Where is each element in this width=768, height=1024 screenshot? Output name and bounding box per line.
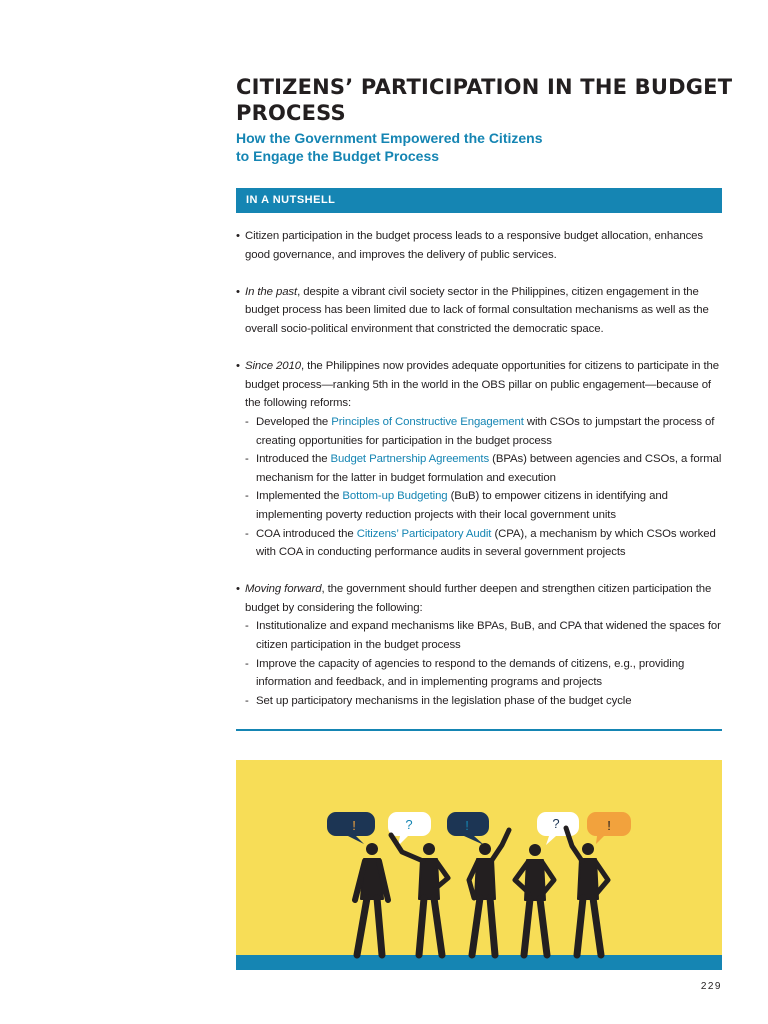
- dash: -: [245, 657, 249, 670]
- sub-text: COA introduced the: [256, 527, 357, 540]
- bullet-lead: Moving forward: [245, 583, 322, 596]
- recommendation-item: [236, 655, 722, 692]
- dash: -: [245, 453, 249, 466]
- reform-link[interactable]: Bottom-up Budgeting: [342, 490, 448, 503]
- bullet-text: , despite a vibrant civil society sector in the Philippines, citizen engagement in the budget process has been limited due to lack of formal consultation mechanisms as well as the overall socio-political environment that constricted the democratic space.: [245, 285, 709, 335]
- recommendation-item: [236, 617, 722, 654]
- sub-text: Introduced the: [256, 453, 331, 466]
- sub-text: Improve the capacity of agencies to respond to the demands of citizens, e.g., providing information and feedback, and in implementing programs and projects: [256, 657, 685, 689]
- sub-text: (CPA), a mechanism by which CSOs worked with COA in conducting performance audits in several government projects: [256, 527, 716, 559]
- reform-link[interactable]: Principles of Constructive Engagement: [331, 415, 524, 428]
- page-title: CITIZENS’ PARTICIPATION IN THE BUDGET PROCESS: [236, 75, 733, 125]
- dash: -: [245, 415, 249, 428]
- dash: -: [245, 527, 249, 540]
- nutshell-content: [236, 227, 722, 729]
- reform-link[interactable]: Citizens’ Participatory Audit: [356, 527, 492, 540]
- bullet-lead: Since 2010: [245, 360, 301, 373]
- bubble-mark: ?: [405, 817, 413, 832]
- bullet-dot: •: [236, 230, 240, 242]
- bubble-mark: !: [607, 818, 611, 833]
- bullet-item: [236, 227, 722, 264]
- bullet-item: [236, 357, 722, 562]
- sub-text: with CSOs to jumpstart the process of creating opportunities for participation in the budget process: [256, 415, 715, 447]
- subtitle-line-2: to Engage the Budget Process: [236, 147, 440, 164]
- bullet-text: , the government should further deepen and strengthen citizen participation the budget by considering the following:: [245, 583, 712, 614]
- reform-item: [236, 487, 722, 524]
- dash: -: [245, 620, 249, 633]
- page-subtitle: [236, 130, 716, 165]
- bubble-mark: !: [465, 818, 469, 833]
- sub-text: Institutionalize and expand mechanisms like BPAs, BuB, and CPA that widened the spaces for citizen participation in the budget process: [256, 620, 721, 652]
- reform-item: [236, 450, 722, 487]
- sub-text: Set up participatory mechanisms in the legislation phase of the budget cycle: [256, 694, 632, 707]
- reform-link[interactable]: Budget Partnership Agreements: [330, 453, 490, 466]
- bullet-text: , the Philippines now provides adequate opportunities for citizens to participate in the budget process—ranking 5th in the world in the OBS pillar on public engagement—because of the following reforms:: [245, 360, 719, 410]
- dash: -: [245, 694, 249, 707]
- bullet-item: [236, 283, 722, 339]
- sub-text: (BPAs) between agencies and CSOs, a formal mechanism for the latter in budget formulation and execution: [256, 453, 722, 484]
- illustration-ground: [236, 955, 722, 970]
- section-divider: [236, 729, 722, 731]
- page-number: 229: [700, 981, 722, 992]
- bullet-dot: •: [236, 360, 240, 373]
- reform-list: [236, 413, 722, 562]
- bullet-text: Citizen participation in the budget process leads to a responsive budget allocation, enhances good governance, and improves the delivery of public services.: [245, 230, 704, 261]
- dash: -: [245, 490, 249, 503]
- bullet-dot: •: [236, 583, 240, 596]
- bullet-dot: •: [236, 285, 240, 298]
- participation-illustration: [236, 760, 722, 970]
- subtitle-line-1: How the Government Empowered the Citizens: [236, 130, 543, 146]
- bullet-item: [236, 580, 722, 710]
- reform-item: [236, 525, 722, 562]
- reform-item: [236, 413, 722, 450]
- sub-text: (BuB) to empower citizens in identifying and implementing poverty reduction projects with their local government units: [256, 490, 668, 521]
- section-banner: IN A NUTSHELL: [236, 188, 722, 213]
- recommendation-item: [236, 692, 722, 711]
- bubble-mark: ?: [552, 816, 560, 831]
- bubble-mark: !: [352, 818, 356, 833]
- sub-text: Implemented the: [256, 490, 343, 503]
- sub-text: Developed the: [256, 415, 332, 428]
- bullet-lead: In the past: [245, 285, 298, 298]
- recommendation-list: [236, 617, 722, 710]
